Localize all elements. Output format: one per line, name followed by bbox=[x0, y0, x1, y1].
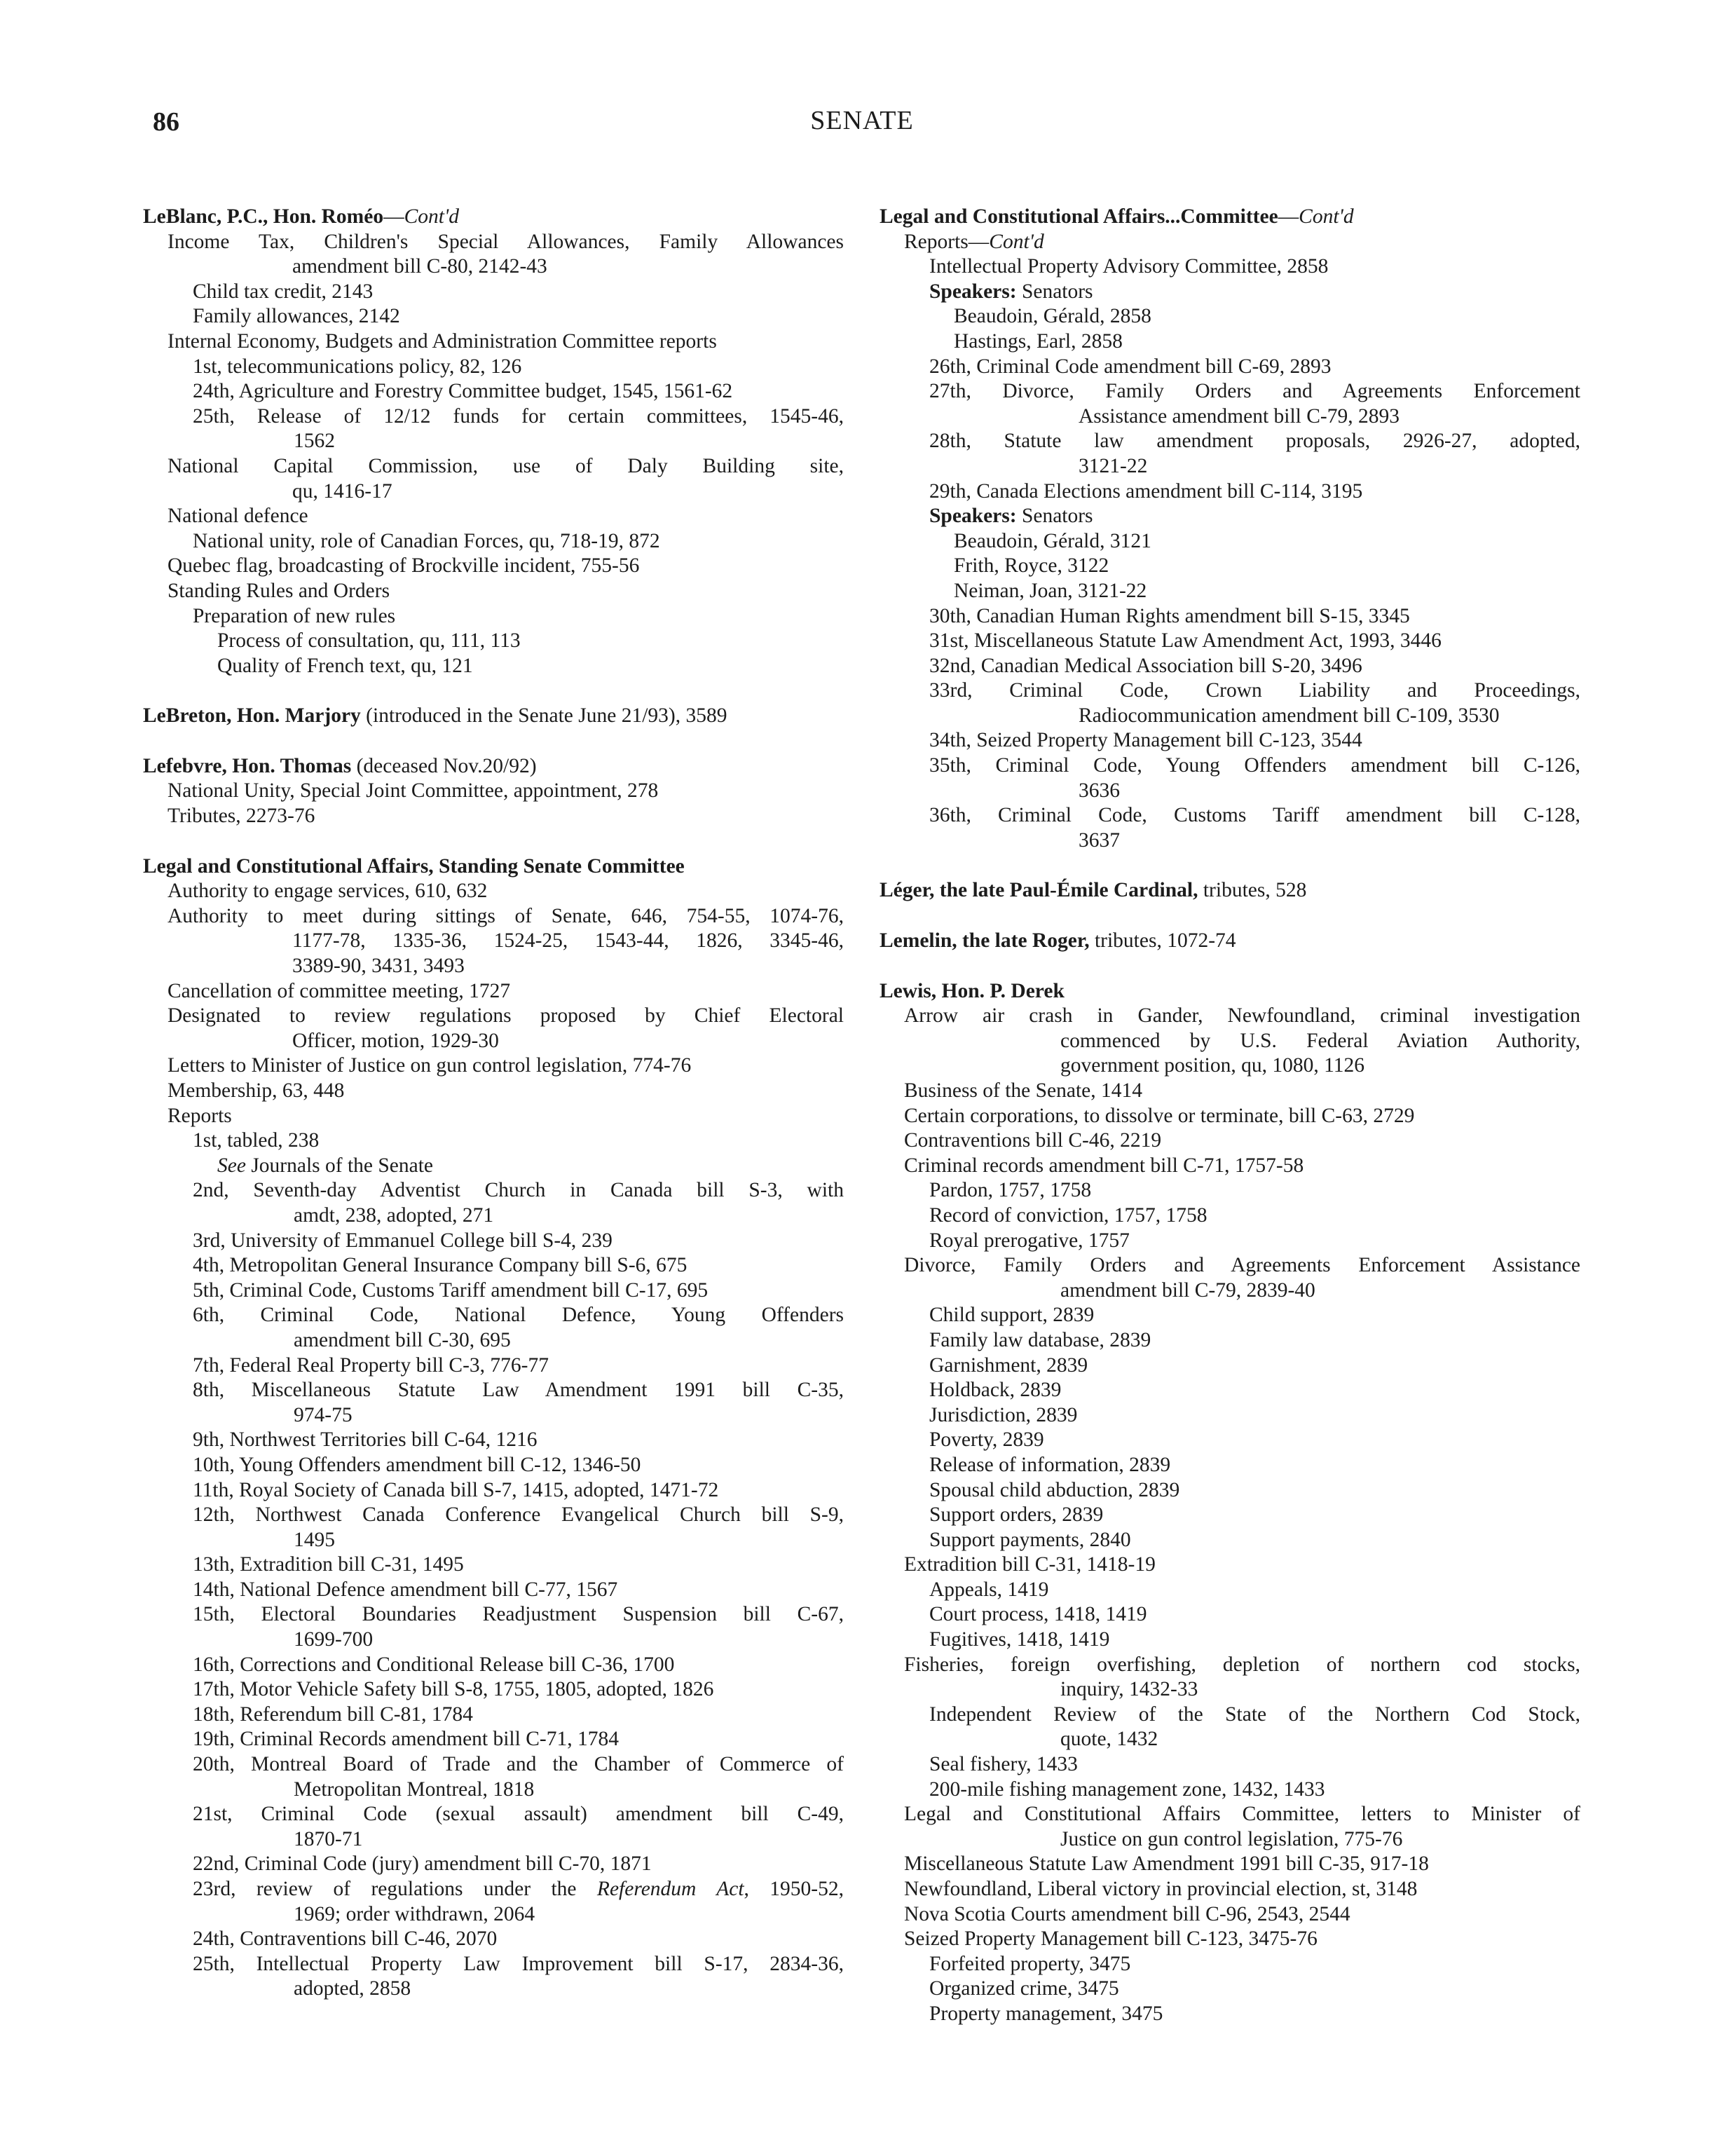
left-index-column bbox=[143, 205, 844, 2002]
right-index-column bbox=[880, 205, 1580, 2027]
index-entry-line: 22nd, Criminal Code (jury) amendment bill C-70, 1871 bbox=[193, 1853, 652, 1876]
index-entry-line: 1969; order withdrawn, 2064 bbox=[294, 1902, 535, 1925]
index-entry-line: 1st, telecommunications policy, 82, 126 bbox=[193, 355, 522, 378]
index-entry-line: 23rd, review of regulations under the Referendum Act, 1950-52, bbox=[193, 1878, 844, 1900]
index-entry-line: Beaudoin, Gérald, 3121 bbox=[954, 529, 1151, 552]
index-heading: Lefebvre, Hon. Thomas (deceased Nov.20/92) bbox=[143, 754, 537, 777]
index-entry-line: amendment bill C-79, 2839-40 bbox=[1060, 1278, 1315, 1302]
index-entry-line: Pardon, 1757, 1758 bbox=[929, 1179, 1092, 1202]
index-entry-line: 1870-71 bbox=[294, 1827, 363, 1850]
index-heading: LeBlanc, P.C., Hon. Roméo—Cont'd bbox=[143, 205, 460, 228]
index-entry-line: commenced by U.S. Federal Aviation Authority, bbox=[1060, 1029, 1580, 1052]
index-entry-line: 30th, Canadian Human Rights amendment bill S-15, 3345 bbox=[929, 604, 1410, 627]
index-entry-line: 1495 bbox=[294, 1528, 335, 1551]
index-entry-line: 25th, Intellectual Property Law Improvement bill S-17, 2834-36, bbox=[193, 1952, 844, 1975]
index-entry-line: amdt, 238, adopted, 271 bbox=[294, 1203, 494, 1227]
index-entry-line: Family allowances, 2142 bbox=[193, 305, 400, 328]
index-entry-line: 200-mile fishing management zone, 1432, 1433 bbox=[929, 1778, 1325, 1801]
index-entry-line: Assistance amendment bill C-79, 2893 bbox=[1079, 404, 1400, 428]
index-entry-line: amendment bill C-80, 2142-43 bbox=[292, 255, 547, 278]
index-entry-line: Reports bbox=[167, 1104, 232, 1127]
index-entry-line: Reports—Cont'd bbox=[904, 230, 1044, 253]
index-entry-line: Forfeited property, 3475 bbox=[929, 1952, 1131, 1975]
index-entry-line: 24th, Contraventions bill C-46, 2070 bbox=[193, 1928, 498, 1951]
index-entry-line: Spousal child abduction, 2839 bbox=[929, 1478, 1180, 1501]
index-entry-line: Speakers: Senators bbox=[929, 280, 1093, 303]
index-entry-line: Organized crime, 3475 bbox=[929, 1977, 1119, 2000]
index-entry-line: Newfoundland, Liberal victory in provincial election, st, 3148 bbox=[904, 1878, 1418, 1900]
index-entry-line: Divorce, Family Orders and Agreements Enforcement Assistance bbox=[904, 1254, 1580, 1277]
index-entry-line: Contraventions bill C-46, 2219 bbox=[904, 1129, 1162, 1152]
index-entry-line: 3636 bbox=[1079, 779, 1120, 802]
index-entry-line: 27th, Divorce, Family Orders and Agreements Enforcement bbox=[929, 380, 1580, 403]
index-entry-line: National defence bbox=[167, 505, 308, 528]
index-heading: Lemelin, the late Roger, tributes, 1072-74 bbox=[880, 929, 1236, 953]
index-entry-line: Membership, 63, 448 bbox=[167, 1079, 345, 1102]
index-entry-line: 1st, tabled, 238 bbox=[193, 1129, 320, 1152]
index-entry-line: National Unity, Special Joint Committee, appointment, 278 bbox=[167, 779, 659, 803]
index-entry-line: Frith, Royce, 3122 bbox=[954, 554, 1109, 578]
index-entry-line: Support payments, 2840 bbox=[929, 1528, 1131, 1551]
index-entry-line: 5th, Criminal Code, Customs Tariff amendment bill C-17, 695 bbox=[193, 1278, 709, 1302]
index-heading: LeBreton, Hon. Marjory (introduced in the Senate June 21/93), 3589 bbox=[143, 704, 727, 728]
index-entry-line: 2nd, Seventh-day Adventist Church in Canada bill S-3, with bbox=[193, 1179, 844, 1202]
index-entry-line: 6th, Criminal Code, National Defence, Young Offenders bbox=[193, 1304, 844, 1327]
page-number: 86 bbox=[153, 107, 179, 137]
index-entry-line: Business of the Senate, 1414 bbox=[904, 1079, 1143, 1102]
index-entry-line: Royal prerogative, 1757 bbox=[929, 1229, 1130, 1252]
index-entry-line: Miscellaneous Statute Law Amendment 1991 bill C-35, 917-18 bbox=[904, 1853, 1429, 1876]
index-entry-line: Legal and Constitutional Affairs Committee, letters to Minister of bbox=[904, 1803, 1580, 1826]
index-entry-line: Officer, motion, 1929-30 bbox=[292, 1029, 499, 1052]
index-entry-line: Quebec flag, broadcasting of Brockville incident, 755-56 bbox=[167, 554, 640, 578]
index-entry-line: qu, 1416-17 bbox=[292, 479, 392, 503]
index-entry-line: Fisheries, foreign overfishing, depletion of northern cod stocks, bbox=[904, 1653, 1580, 1676]
index-entry-line: 3121-22 bbox=[1079, 454, 1148, 477]
index-entry-line: Quality of French text, qu, 121 bbox=[217, 654, 473, 677]
index-entry-line: Radiocommunication amendment bill C-109, 3530 bbox=[1079, 704, 1500, 727]
index-entry-line: Cancellation of committee meeting, 1727 bbox=[167, 979, 511, 1002]
index-entry-line: Speakers: Senators bbox=[929, 505, 1093, 528]
index-entry-line: government position, qu, 1080, 1126 bbox=[1060, 1054, 1365, 1077]
index-entry-line: 3rd, University of Emmanuel College bill S-4, 239 bbox=[193, 1229, 613, 1252]
index-heading: Léger, the late Paul-Émile Cardinal, tributes, 528 bbox=[880, 879, 1307, 902]
index-entry-line: Authority to meet during sittings of Senate, 646, 754-55, 1074-76, bbox=[167, 904, 844, 927]
index-entry-line: 10th, Young Offenders amendment bill C-12, 1346-50 bbox=[193, 1453, 641, 1476]
index-entry-line: Support orders, 2839 bbox=[929, 1503, 1104, 1527]
index-entry-line: 33rd, Criminal Code, Crown Liability and Proceedings, bbox=[929, 679, 1580, 702]
index-entry-line: Child support, 2839 bbox=[929, 1304, 1095, 1327]
index-entry-line: Letters to Minister of Justice on gun control legislation, 774-76 bbox=[167, 1054, 692, 1077]
index-entry-line: Appeals, 1419 bbox=[929, 1578, 1049, 1601]
index-entry-line: Child tax credit, 2143 bbox=[193, 280, 374, 303]
index-entry-line: 29th, Canada Elections amendment bill C-114, 3195 bbox=[929, 479, 1363, 503]
index-entry-line: 1177-78, 1335-36, 1524-25, 1543-44, 1826, 3345-46, bbox=[292, 929, 844, 953]
index-entry-line: Designated to review regulations proposed by Chief Electoral bbox=[167, 1004, 844, 1028]
index-entry-line: Intellectual Property Advisory Committee, 2858 bbox=[929, 255, 1329, 278]
index-heading: Legal and Constitutional Affairs...Committee—Cont'd bbox=[880, 205, 1354, 228]
index-heading: Legal and Constitutional Affairs, Standing Senate Committee bbox=[143, 854, 685, 878]
index-entry-line: Process of consultation, qu, 111, 113 bbox=[217, 629, 521, 653]
index-entry-line: Arrow air crash in Gander, Newfoundland, criminal investigation bbox=[904, 1004, 1580, 1028]
index-entry-line: See Journals of the Senate bbox=[217, 1154, 434, 1177]
index-entry-line: Family law database, 2839 bbox=[929, 1328, 1151, 1351]
index-entry-line: Extradition bill C-31, 1418-19 bbox=[904, 1553, 1156, 1576]
index-entry-line: Nova Scotia Courts amendment bill C-96, 2543, 2544 bbox=[904, 1902, 1350, 1925]
index-entry-line: 32nd, Canadian Medical Association bill S-20, 3496 bbox=[929, 654, 1362, 677]
index-entry-line: Authority to engage services, 610, 632 bbox=[167, 880, 488, 903]
index-entry-line: 4th, Metropolitan General Insurance Company bill S-6, 675 bbox=[193, 1254, 687, 1277]
index-entry-line: Seized Property Management bill C-123, 3475-76 bbox=[904, 1928, 1318, 1951]
index-entry-line: Hastings, Earl, 2858 bbox=[954, 329, 1123, 353]
index-entry-line: National Capital Commission, use of Daly Building site, bbox=[167, 454, 844, 477]
index-entry-line: Internal Economy, Budgets and Administration Committee reports bbox=[167, 329, 717, 353]
index-entry-line: 3637 bbox=[1079, 828, 1120, 852]
index-entry-line: Fugitives, 1418, 1419 bbox=[929, 1628, 1110, 1651]
index-heading: Lewis, Hon. P. Derek bbox=[880, 979, 1065, 1002]
index-entry-line: 16th, Corrections and Conditional Release bill C-36, 1700 bbox=[193, 1653, 675, 1676]
running-title: SENATE bbox=[810, 106, 914, 135]
index-entry-line: 20th, Montreal Board of Trade and the Chamber of Commerce of bbox=[193, 1753, 844, 1776]
index-entry-line: 8th, Miscellaneous Statute Law Amendment 1991 bill C-35, bbox=[193, 1379, 844, 1402]
index-entry-line: 13th, Extradition bill C-31, 1495 bbox=[193, 1553, 464, 1576]
index-entry-line: 15th, Electoral Boundaries Readjustment Suspension bill C-67, bbox=[193, 1603, 844, 1626]
index-entry-line: 25th, Release of 12/12 funds for certain committees, 1545-46, bbox=[193, 404, 844, 428]
index-entry-line: 28th, Statute law amendment proposals, 2926-27, adopted, bbox=[929, 430, 1580, 453]
index-entry-line: Beaudoin, Gérald, 2858 bbox=[954, 305, 1151, 328]
index-entry-line: Seal fishery, 1433 bbox=[929, 1753, 1078, 1776]
index-entry-line: 36th, Criminal Code, Customs Tariff amendment bill C-128, bbox=[929, 804, 1580, 827]
index-entry-line: Property management, 3475 bbox=[929, 2002, 1163, 2025]
index-entry-line: Release of information, 2839 bbox=[929, 1453, 1171, 1476]
index-entry-line: 19th, Criminal Records amendment bill C-71, 1784 bbox=[193, 1728, 619, 1751]
index-entry-line: 31st, Miscellaneous Statute Law Amendment Act, 1993, 3446 bbox=[929, 629, 1442, 653]
index-entry-line: Tributes, 2273-76 bbox=[167, 805, 315, 828]
index-entry-line: Preparation of new rules bbox=[193, 604, 396, 627]
index-entry-line: Justice on gun control legislation, 775-76 bbox=[1060, 1827, 1403, 1850]
index-entry-line: Poverty, 2839 bbox=[929, 1428, 1044, 1452]
index-entry-line: Jurisdiction, 2839 bbox=[929, 1403, 1078, 1426]
index-entry-line: 7th, Federal Real Property bill C-3, 776-77 bbox=[193, 1353, 549, 1377]
index-entry-line: 3389-90, 3431, 3493 bbox=[292, 955, 465, 978]
index-entry-line: Metropolitan Montreal, 1818 bbox=[294, 1778, 535, 1801]
index-entry-line: Court process, 1418, 1419 bbox=[929, 1603, 1147, 1626]
index-entry-line: quote, 1432 bbox=[1060, 1728, 1158, 1751]
index-entry-line: 12th, Northwest Canada Conference Evangelical Church bill S-9, bbox=[193, 1503, 844, 1527]
index-entry-line: National unity, role of Canadian Forces, qu, 718-19, 872 bbox=[193, 529, 660, 552]
index-entry-line: Neiman, Joan, 3121-22 bbox=[954, 579, 1147, 602]
index-entry-line: 26th, Criminal Code amendment bill C-69, 2893 bbox=[929, 355, 1332, 378]
index-entry-line: 1699-700 bbox=[294, 1628, 374, 1651]
index-entry-line: Holdback, 2839 bbox=[929, 1379, 1062, 1402]
index-entry-line: Income Tax, Children's Special Allowances, Family Allowances bbox=[167, 230, 844, 253]
index-entry-line: Criminal records amendment bill C-71, 1757-58 bbox=[904, 1154, 1304, 1177]
index-entry-line: inquiry, 1432-33 bbox=[1060, 1678, 1198, 1701]
index-entry-line: Certain corporations, to dissolve or terminate, bill C-63, 2729 bbox=[904, 1104, 1415, 1127]
index-entry-line: 24th, Agriculture and Forestry Committee budget, 1545, 1561-62 bbox=[193, 380, 733, 403]
index-entry-line: 21st, Criminal Code (sexual assault) amendment bill C-49, bbox=[193, 1803, 844, 1826]
index-entry-line: Standing Rules and Orders bbox=[167, 579, 390, 602]
index-entry-line: 34th, Seized Property Management bill C-123, 3544 bbox=[929, 729, 1362, 752]
index-entry-line: amendment bill C-30, 695 bbox=[294, 1328, 511, 1351]
index-entry-line: adopted, 2858 bbox=[294, 1977, 411, 2000]
index-entry-line: Record of conviction, 1757, 1758 bbox=[929, 1203, 1208, 1227]
index-entry-line: 18th, Referendum bill C-81, 1784 bbox=[193, 1703, 473, 1726]
index-entry-line: 35th, Criminal Code, Young Offenders amendment bill C-126, bbox=[929, 754, 1580, 777]
index-entry-line: 11th, Royal Society of Canada bill S-7, 1415, adopted, 1471-72 bbox=[193, 1478, 719, 1501]
index-entry-line: 1562 bbox=[294, 430, 335, 453]
index-entry-line: Garnishment, 2839 bbox=[929, 1353, 1088, 1377]
index-entry-line: 974-75 bbox=[294, 1403, 353, 1426]
index-entry-line: 9th, Northwest Territories bill C-64, 1216 bbox=[193, 1428, 538, 1452]
index-entry-line: 14th, National Defence amendment bill C-77, 1567 bbox=[193, 1578, 618, 1601]
index-entry-line: 17th, Motor Vehicle Safety bill S-8, 1755, 1805, adopted, 1826 bbox=[193, 1678, 714, 1701]
index-entry-line: Independent Review of the State of the Northern Cod Stock, bbox=[929, 1703, 1580, 1726]
